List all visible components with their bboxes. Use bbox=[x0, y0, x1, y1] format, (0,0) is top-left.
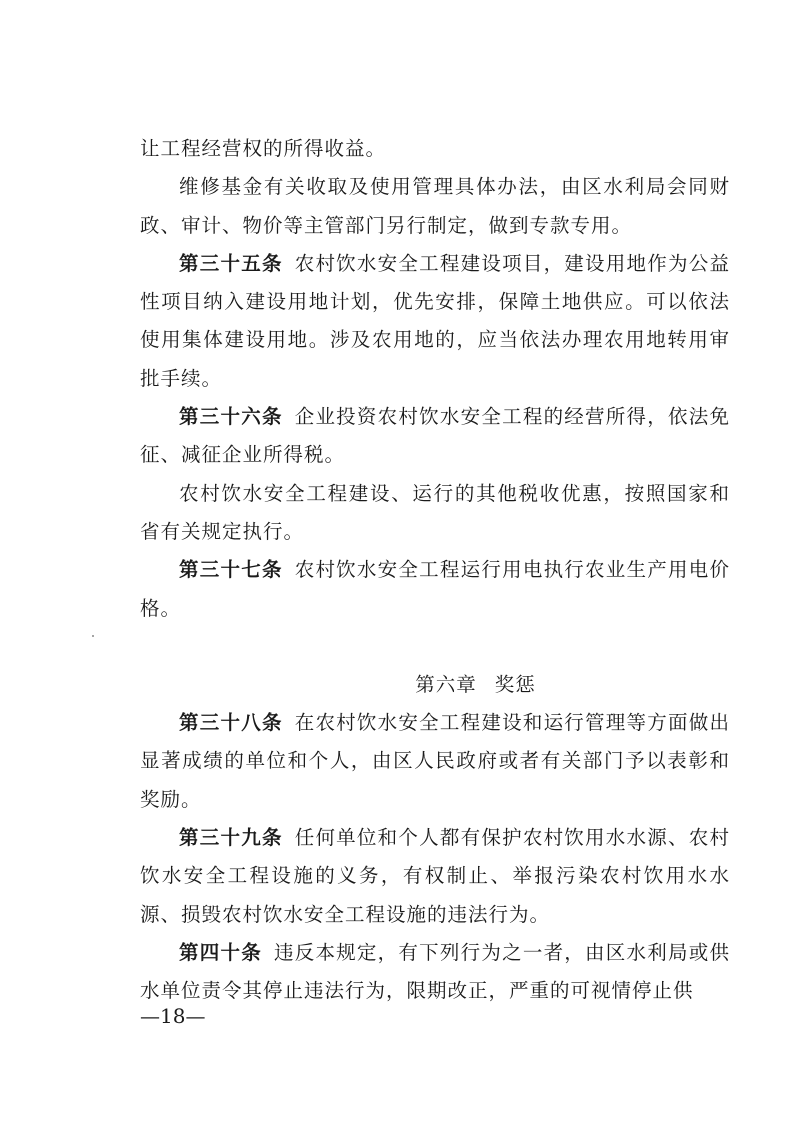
paragraph-1-text: 让工程经营权的所得收益。 bbox=[140, 137, 387, 160]
body-text bbox=[140, 130, 730, 1011]
paragraph-5 bbox=[140, 475, 730, 552]
article-35 bbox=[140, 245, 730, 398]
article-40-number: 第四十条 bbox=[179, 940, 262, 964]
chapter-number: 第六章 bbox=[415, 672, 477, 696]
article-40 bbox=[140, 934, 730, 1011]
article-38-text: 在农村饮水安全工程建设和运行管理等方面做出显著成绩的单位和个人，由区人民政府或者有关部门予以表彰和奖励。 bbox=[140, 711, 730, 811]
article-40-text: 违反本规定，有下列行为之一者，由区水利局或供水单位责令其停止违法行为，限期改正，严重的可视情停止供 bbox=[140, 940, 730, 1003]
page-number: —18— bbox=[140, 1004, 206, 1028]
article-36 bbox=[140, 398, 730, 475]
article-36-number: 第三十六条 bbox=[179, 405, 283, 429]
article-37 bbox=[140, 551, 730, 628]
article-39 bbox=[140, 819, 730, 934]
article-36-text: 企业投资农村饮水安全工程的经营所得，依法免征、减征企业所得税。 bbox=[140, 405, 730, 467]
chapter-title: 奖惩 bbox=[494, 672, 536, 696]
paragraph-1 bbox=[140, 130, 730, 168]
paragraph-2-text: 维修基金有关收取及使用管理具体办法，由区水利局会同财政、审计、物价等主管部门另行制定，做到专款专用。 bbox=[140, 175, 730, 237]
article-35-number: 第三十五条 bbox=[179, 251, 283, 275]
article-37-number: 第三十七条 bbox=[179, 558, 283, 582]
article-38-number: 第三十八条 bbox=[179, 711, 283, 735]
article-37-text: 农村饮水安全工程运行用电执行农业生产用电价格。 bbox=[140, 558, 730, 620]
paragraph-5-text: 农村饮水安全工程建设、运行的其他税收优惠，按照国家和省有关规定执行。 bbox=[140, 481, 730, 543]
article-38 bbox=[140, 704, 730, 819]
article-39-number: 第三十九条 bbox=[179, 826, 283, 850]
paragraph-2 bbox=[140, 168, 730, 245]
article-39-text: 任何单位和个人都有保护农村饮用水水源、农村饮水安全工程设施的义务，有权制止、举报污染农村饮用水水源、损毁农村饮水安全工程设施的违法行为。 bbox=[140, 826, 730, 926]
scan-speck bbox=[92, 635, 94, 637]
article-35-text: 农村饮水安全工程建设项目，建设用地作为公益性项目纳入建设用地计划，优先安排，保障土地供应。可以依法使用集体建设用地。涉及农用地的，应当依法办理农用地转用审批手续。 bbox=[140, 251, 730, 390]
chapter-heading bbox=[140, 666, 730, 704]
